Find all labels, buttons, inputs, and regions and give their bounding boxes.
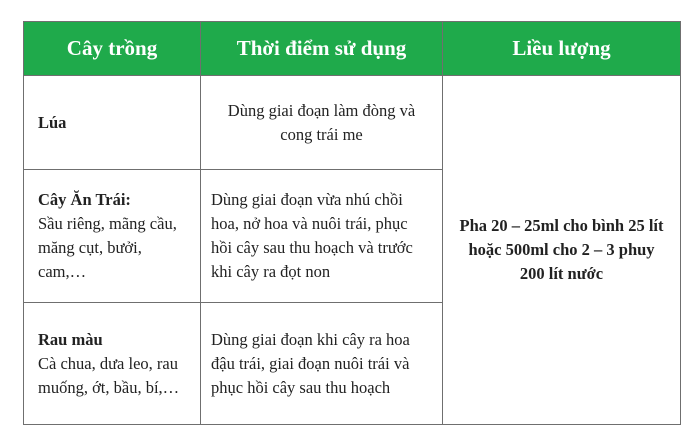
timing-cell: Dùng giai đoạn khi cây ra hoa đậu trái, giai đoạn nuôi trái và phục hồi cây sau thu hoạch	[201, 303, 443, 425]
timing-cell: Dùng giai đoạn làm đòng và cong trái me	[201, 76, 443, 170]
header-row	[24, 22, 681, 76]
crop-title: Rau màu	[38, 329, 103, 349]
header-crop: Cây trồng	[24, 22, 201, 76]
table-row	[24, 76, 681, 170]
dosage-cell: Pha 20 – 25ml cho bình 25 lít hoặc 500ml cho 2 – 3 phuy 200 lít nước	[443, 76, 681, 425]
crop-detail: Cà chua, dưa leo, rau muống, ớt, bầu, bí,…	[38, 353, 180, 397]
header-dosage: Liều lượng	[443, 22, 681, 76]
crop-cell	[24, 170, 201, 303]
crop-title: Cây Ăn Trái:	[38, 190, 131, 209]
timing-cell: Dùng giai đoạn vừa nhú chồi hoa, nở hoa và nuôi trái, phục hồi cây sau thu hoạch và trước khi cây ra đọt non	[201, 170, 443, 303]
crop-cell	[24, 76, 201, 170]
usage-table	[23, 21, 681, 425]
header-timing: Thời điểm sử dụng	[201, 22, 443, 76]
crop-detail: Sầu riêng, mãng cầu, măng cụt, bưởi, cam,…	[38, 214, 177, 281]
crop-title: Lúa	[38, 112, 67, 132]
crop-cell	[24, 303, 201, 425]
